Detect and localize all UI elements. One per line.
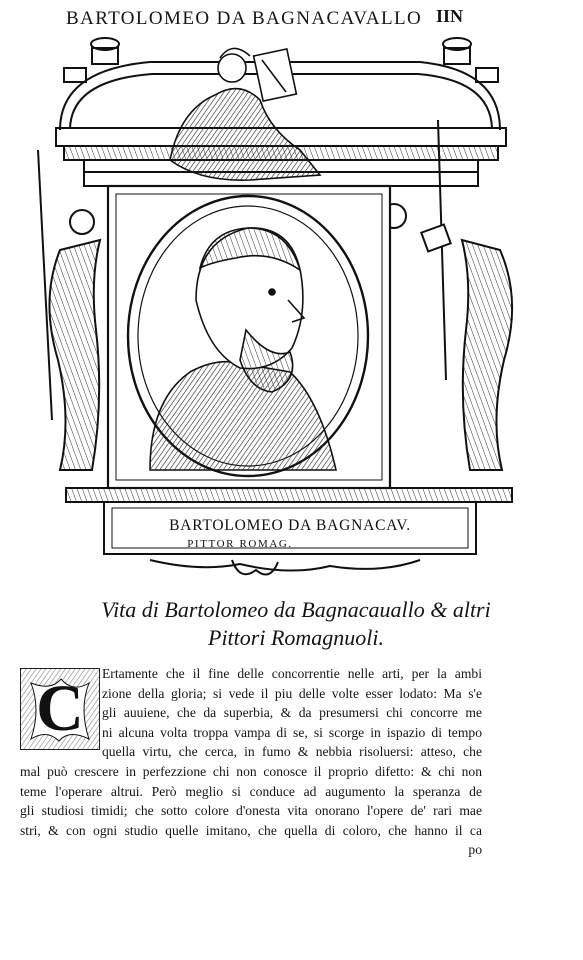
body-text <box>20 664 482 860</box>
text-line: gli studiosi timidi; che sotto colore d'onesta vita onorano l'opere de' rari mae <box>20 803 482 819</box>
text-line: mal può crescere in perfezzione chi non conosce il proprio difetto: & chi non <box>20 763 482 779</box>
running-title: BARTOLOMEO DA BAGNACAVALLO <box>66 8 423 29</box>
plaque-subtitle: PITTOR ROMAG. <box>187 538 293 550</box>
chapter-title-line-2: Pittori Romagnuoli. <box>208 625 384 650</box>
chapter-title-line-1: Vita di Bartolomeo da Bagnacauallo & altri <box>101 597 491 622</box>
page-number: IIN <box>436 6 464 26</box>
text-line: stri, & con ogni studio quelle imitano, che quella di coloro, che hanno il ca <box>20 822 482 838</box>
text-line: zione della gloria; si vede il piu delle volte esser lodato: Ma s'e <box>102 685 482 701</box>
seated-figure <box>170 48 320 180</box>
chapter-title <box>46 596 546 652</box>
text-line: quella virtu, che cerca, in fumo & nebbia risoluersi: atteso, che <box>102 744 482 760</box>
initial-letter: C <box>36 672 84 745</box>
catchword: po <box>468 842 482 858</box>
text-line: gli auuiene, che da superbia, & da presumersi chi concorre me <box>102 705 482 721</box>
text-line: teme l'operare altrui. Però meglio si conduce ad augumento la speranza de <box>20 783 482 799</box>
text-line: ni alcuna volta troppa vampa di se, si scorge in ispazio di tempo <box>102 724 482 740</box>
text-line: Ertamente che il fine delle concorrentie nelle arti, per la ambi <box>102 666 482 681</box>
plaque-name: BARTOLOMEO DA BAGNACAV. <box>169 517 411 534</box>
